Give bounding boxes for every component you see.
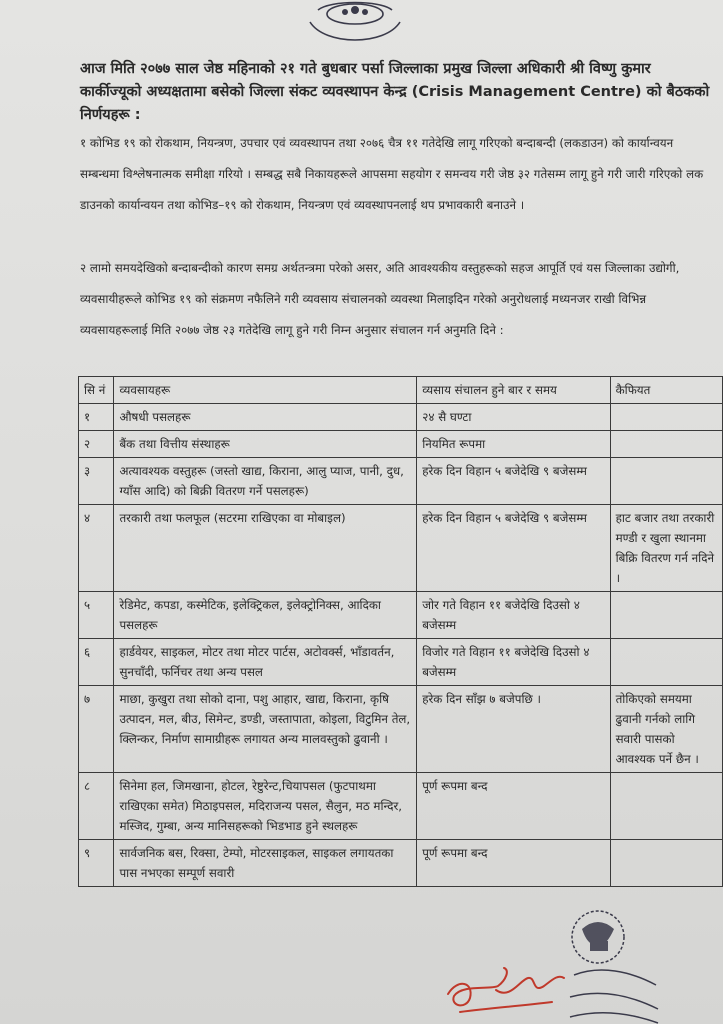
row-remarks: [610, 592, 722, 639]
decision-paragraph-2: २ लामो समयदेखिको बन्दाबन्दीको कारण समग्र अर्थतन्त्रमा परेको असर, अति आवश्यकीय वस्तुहरूको सहज आपूर्ति एवं यस जिल्लाका उद्योगी, व्यवसायीहरूले कोभिड १९ को संक्रमण नफैलिने गरी व्यवसाय संचालनको व्यवस्था मिलाइदिन गरेको अनुरोधलाई मध्यनजर राखी विभिन्न व्यवसायहरूलाई मिति २०७७ जेष्ठ २३ गतेदेखि लागू हुने गरी निम्न अनुसार संचालन गर्न अनुमति दिने :: [80, 261, 680, 337]
row-time: जोर गते विहान ११ बजेदेखि दिउसो ४ बजेसम्म: [417, 592, 610, 639]
row-time: हरेक दिन विहान ५ बजेदेखि ९ बजेसम्म: [417, 505, 610, 592]
row-time: हरेक दिन साँझ ७ बजेपछि ।: [417, 686, 610, 773]
row-remarks: [610, 404, 722, 431]
decision-heading: आज मिति २०७७ साल जेष्ठ महिनाको २१ गते बुधबार पर्सा जिल्लाका प्रमुख जिल्ला अधिकारी श्री विष्णु कुमार कार्कीज्यूको अध्यक्षतामा बसेको जिल्ला संकट व्यवस्थापन केन्द्र (Crisis Management Centre) को बैठकको निर्णयहरू :: [80, 61, 710, 123]
row-serial-number: १: [79, 404, 114, 431]
row-business: हार्डवेयर, साइकल, मोटर तथा मोटर पार्टस, अटोवर्क्स, भाँडावर्तन, सुनचाँदी, फर्निचर तथा अन्य पसल: [114, 639, 417, 686]
row-serial-number: ७: [79, 686, 114, 773]
row-time: पूर्ण रूपमा बन्द: [417, 840, 610, 887]
row-time: २४ सै घण्टा: [417, 404, 610, 431]
header-serial-number: सि नं: [79, 377, 114, 404]
row-serial-number: ९: [79, 840, 114, 887]
row-business: सिनेमा हल, जिमखाना, होटल, रेष्टुरेन्ट,चियापसल (फुटपाथमा राखिएका समेत) मिठाइपसल, मदिराजन्य पसल, सैलुन, मठ मन्दिर, मस्जिद, गुम्बा, अन्य मानिसहरूको भिडभाड हुने स्थलहरू: [114, 773, 417, 840]
row-remarks: [610, 431, 722, 458]
row-serial-number: ६: [79, 639, 114, 686]
row-business: माछा, कुखुरा तथा सोको दाना, पशु आहार, खाद्य, किराना, कृषि उत्पादन, मल, बीउ, सिमेन्ट, डण्डी, जस्तापाता, कोइला, विटुमिन तेल, क्लिन्कर, निर्माण सामाग्रीहरू लगायत अन्य मालवस्तुको ढुवानी ।: [114, 686, 417, 773]
row-business: सार्वजनिक बस, रिक्सा, टेम्पो, मोटरसाइकल, साइकल लगायतका पास नभएका सम्पूर्ण सवारी: [114, 840, 417, 887]
row-business: औषधी पसलहरू: [114, 404, 417, 431]
row-time: हरेक दिन विहान ५ बजेदेखि ९ बजेसम्म: [417, 458, 610, 505]
row-remarks: [610, 639, 722, 686]
row-serial-number: ५: [79, 592, 114, 639]
row-time: पूर्ण रूपमा बन्द: [417, 773, 610, 840]
table-row: [79, 686, 723, 773]
table-row: [79, 431, 723, 458]
row-serial-number: २: [79, 431, 114, 458]
table-row: [79, 505, 723, 592]
row-time: नियमित रूपमा: [417, 431, 610, 458]
row-business: बैंक तथा वित्तीय संस्थाहरू: [114, 431, 417, 458]
office-seal-bottom: [560, 905, 660, 1024]
table-row: [79, 404, 723, 431]
header-operating-time: व्यसाय संचालन हुने बार र समय: [417, 377, 610, 404]
table-row: [79, 840, 723, 887]
row-time: विजोर गते विहान ११ बजेदेखि दिउसो ४ बजेसम्म: [417, 639, 610, 686]
row-serial-number: ४: [79, 505, 114, 592]
row-remarks: [610, 773, 722, 840]
row-remarks: हाट बजार तथा तरकारी मण्डी र खुला स्थानमा बिक्रि वितरण गर्न नदिने ।: [610, 505, 722, 592]
row-remarks: तोकिएको समयमा ढुवानी गर्नको लागि सवारी पासको आवश्यक पर्ने छैन ।: [610, 686, 722, 773]
decision-paragraph-1: १ कोभिड १९ को रोकथाम, नियन्त्रण, उपचार एवं व्यवस्थापन तथा २०७६ चैत्र ११ गतेदेखि लागू गरिएको बन्दाबन्दी (लकडाउन) को कार्यान्वयन सम्बन्धमा विश्लेषनात्मक समीक्षा गरियो । सम्बद्ध सबै निकायहरूले आपसमा सहयोग र समन्वय गरी जेष्ठ ३२ गतेसम्म लागू हुने गरी जारी गरिएको लक डाउनको कार्यान्वयन तथा कोभिड–१९ को रोकथाम, नियन्त्रण एवं व्यवस्थापनलाई थप प्रभावकारी बनाउने ।: [80, 136, 704, 212]
table-row: [79, 639, 723, 686]
table-row: [79, 458, 723, 505]
row-serial-number: ८: [79, 773, 114, 840]
row-business: रेडिमेट, कपडा, कस्मेटिक, इलेक्ट्रिकल, इलेक्ट्रोनिक्स, आदिका पसलहरू: [114, 592, 417, 639]
row-remarks: [610, 458, 722, 505]
header-remarks: कैफियत: [610, 377, 722, 404]
office-seal-top: [300, 0, 410, 56]
row-remarks: [610, 840, 722, 887]
business-schedule-table: [78, 376, 723, 887]
row-business: अत्यावश्यक वस्तुहरू (जस्तो खाद्य, किराना, आलु प्याज, पानी, दुध, ग्याँस आदि) को बिक्री वितरण गर्ने पसलहरू): [114, 458, 417, 505]
row-serial-number: ३: [79, 458, 114, 505]
table-header-row: [79, 377, 723, 404]
table-row: [79, 773, 723, 840]
header-businesses: व्यवसायहरू: [114, 377, 417, 404]
signature-mark: [440, 960, 570, 1020]
row-business: तरकारी तथा फलफूल (सटरमा राखिएका वा मोबाइल): [114, 505, 417, 592]
table-row: [79, 592, 723, 639]
